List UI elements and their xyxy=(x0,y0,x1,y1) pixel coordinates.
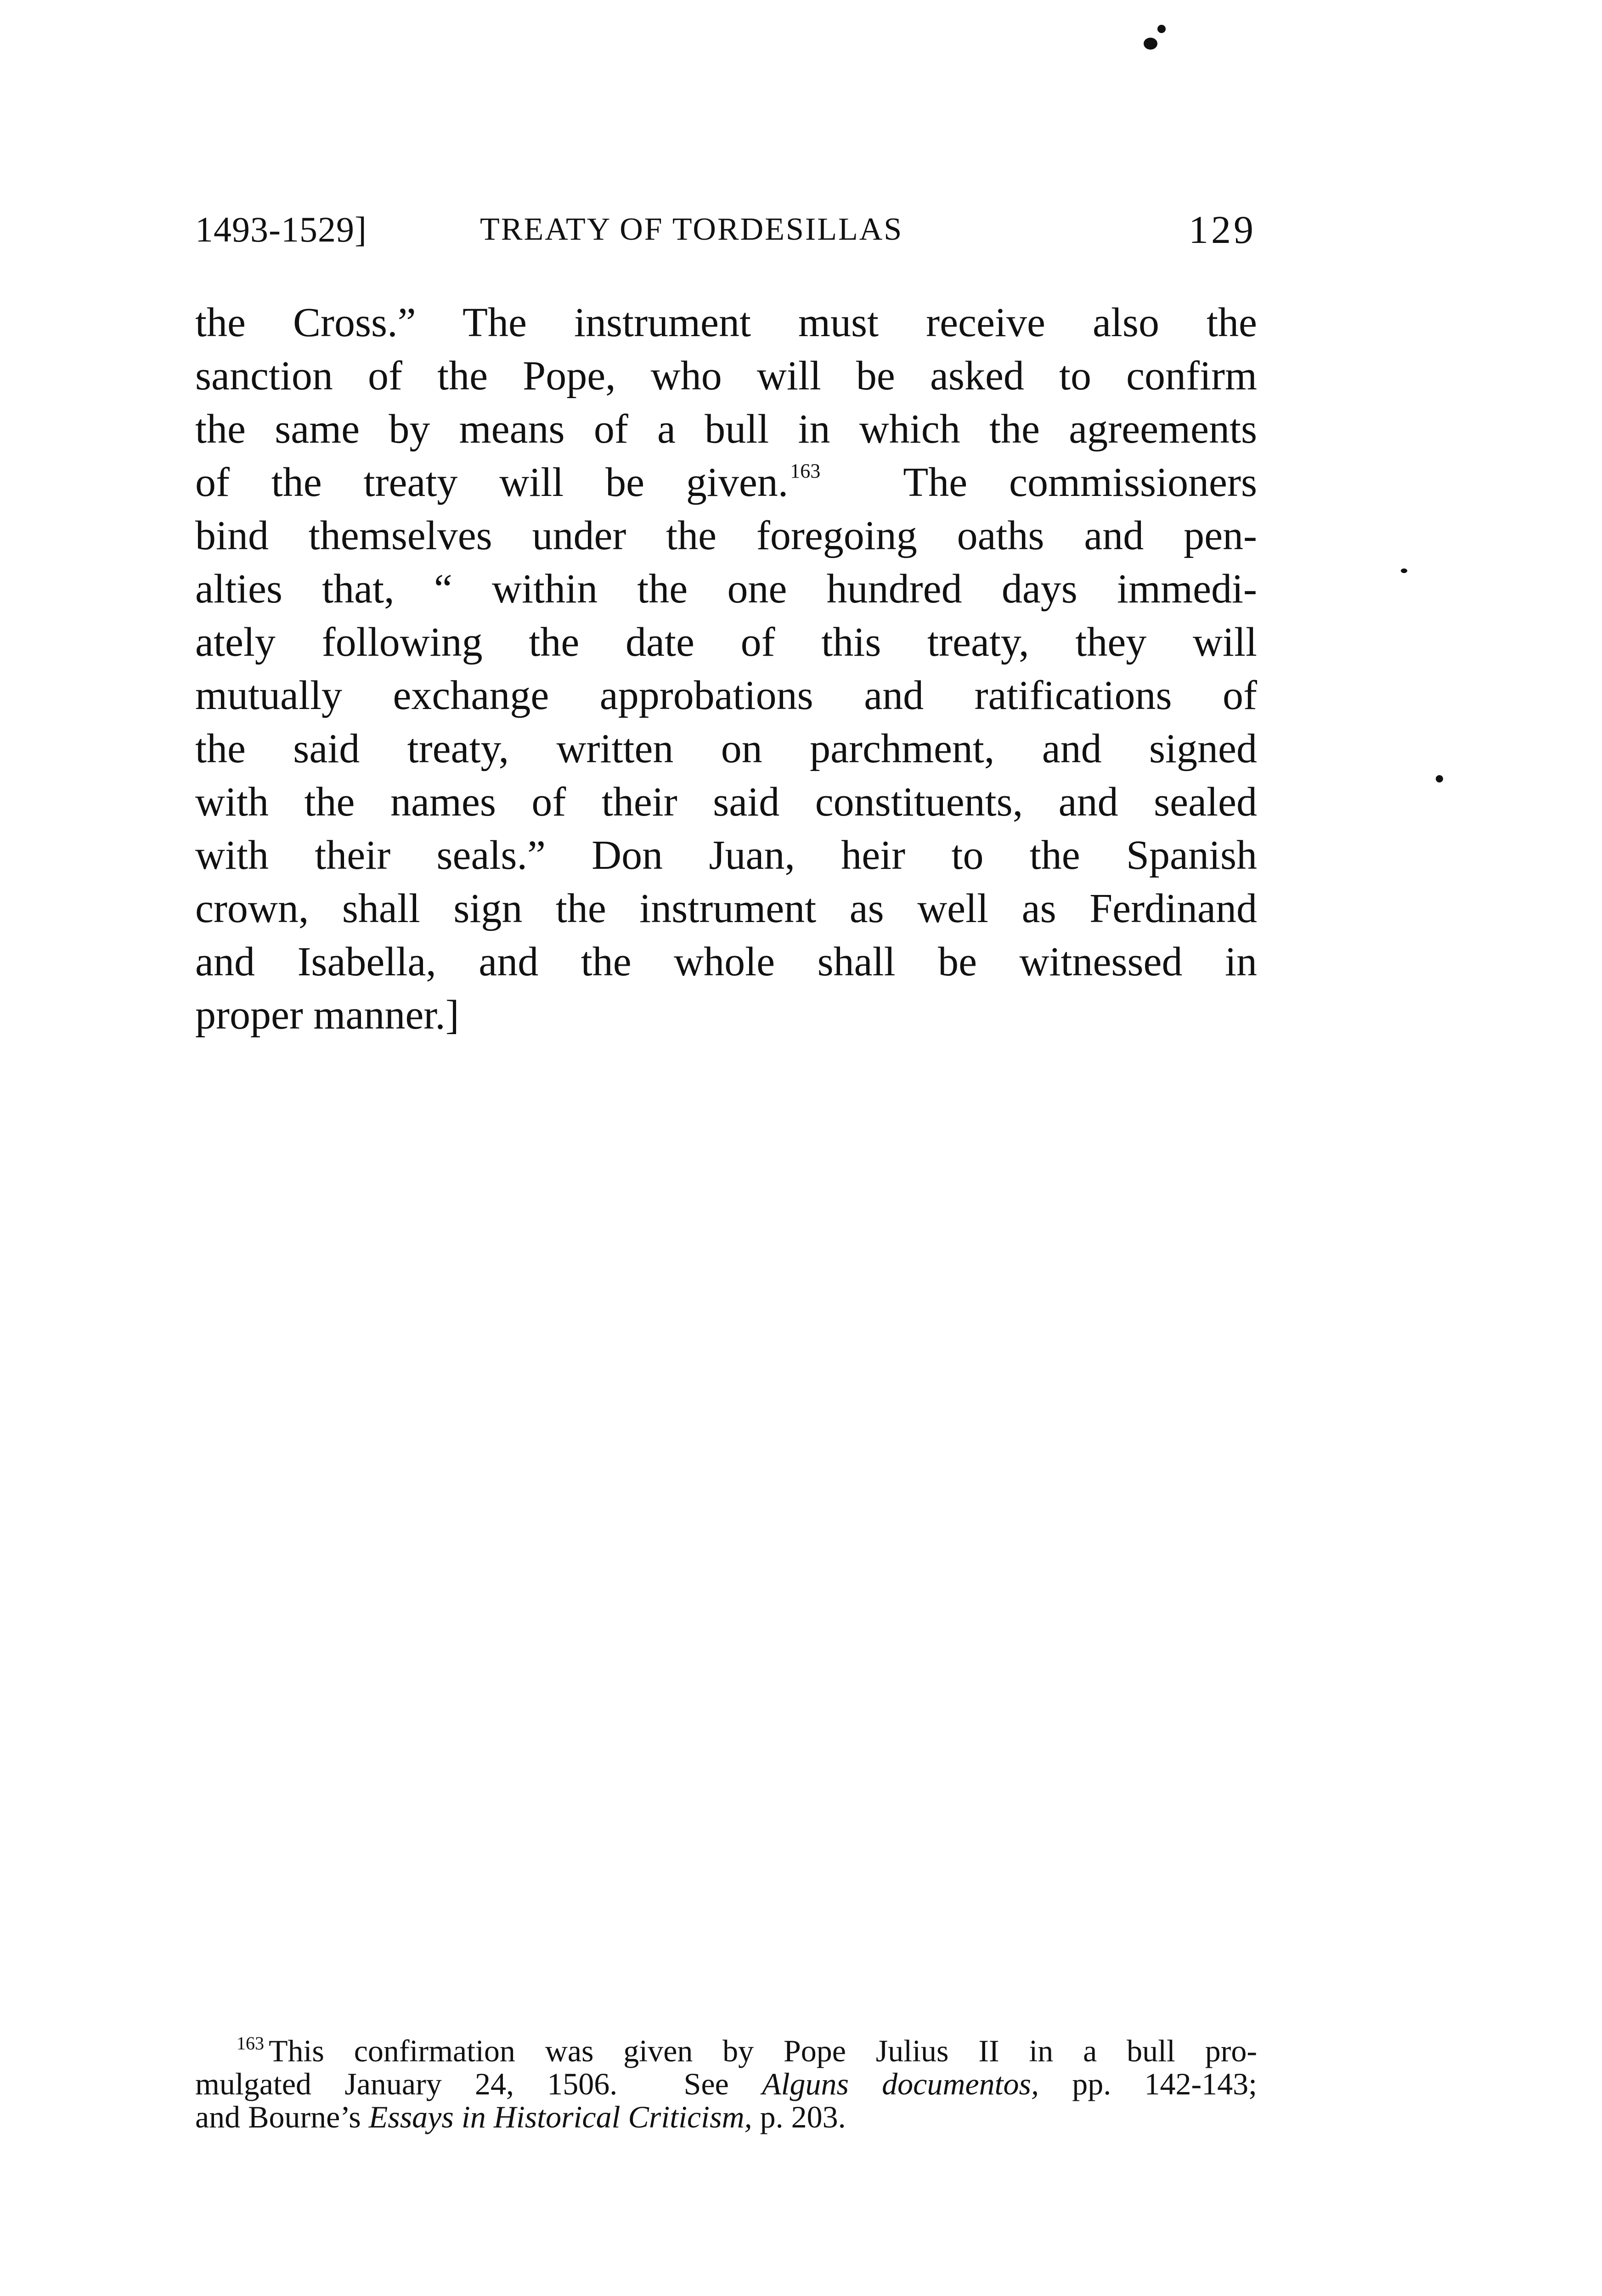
footnote-reference[interactable]: 163 xyxy=(790,460,821,482)
running-head-dates: 1493-1529] xyxy=(195,209,367,249)
footnote-text: p. 203. xyxy=(752,2099,846,2134)
running-head xyxy=(195,204,1256,255)
body-line: with the names of their said constituents, and sealed xyxy=(195,779,1257,825)
scan-speck xyxy=(1436,775,1443,782)
footnote-text: This confirmation was given by Pope Julius II in a bull pro- xyxy=(269,2033,1257,2068)
body-line: ately following the date of this treaty, they will xyxy=(195,619,1257,665)
footnote-line xyxy=(195,2067,1257,2100)
body-line: and Isabella, and the whole shall be witnessed in xyxy=(195,939,1257,985)
body-line: mutually exchange approbations and ratifications of xyxy=(195,673,1257,718)
footnote-citation-title: Alguns documentos, xyxy=(762,2066,1039,2101)
body-line: sanction of the Pope, who will be asked to confirm xyxy=(195,353,1257,399)
body-line: the same by means of a bull in which the agreements xyxy=(195,406,1257,452)
scan-speck xyxy=(1157,25,1166,33)
body-line: the Cross.” The instrument must receive also the xyxy=(195,300,1257,345)
body-line: bind themselves under the foregoing oaths and pen- xyxy=(195,513,1257,558)
footnotes xyxy=(195,2034,1257,2133)
body-line-text: of the treaty will be given. xyxy=(195,460,789,505)
running-head-title: TREATY OF TORDESILLAS xyxy=(480,212,903,247)
footnote-line xyxy=(195,2100,1257,2133)
footnote-citation-title: Essays in Historical Criticism, xyxy=(368,2099,752,2134)
body-line-text: The commissioners xyxy=(820,460,1257,505)
body-text xyxy=(195,296,1257,1042)
footnote-text: and Bourne’s xyxy=(195,2099,369,2134)
footnote-text: pp. 142-143; xyxy=(1039,2066,1258,2101)
body-line: proper manner.] xyxy=(195,992,459,1038)
body-line: the said treaty, written on parchment, and signed xyxy=(195,726,1257,771)
body-line xyxy=(195,456,1257,509)
body-line: with their seals.” Don Juan, heir to the Spanish xyxy=(195,833,1257,878)
scan-speck xyxy=(1401,568,1407,573)
footnote-mark: 163 xyxy=(237,2033,264,2054)
footnote-line xyxy=(195,2034,1257,2067)
body-line: alties that, “ within the one hundred days immedi- xyxy=(195,566,1257,612)
footnote-text: mulgated January 24, 1506. See xyxy=(195,2066,762,2101)
page-number: 129 xyxy=(1189,208,1256,252)
scan-speck xyxy=(1144,38,1157,50)
body-line: crown, shall sign the instrument as well as Ferdinand xyxy=(195,886,1257,931)
